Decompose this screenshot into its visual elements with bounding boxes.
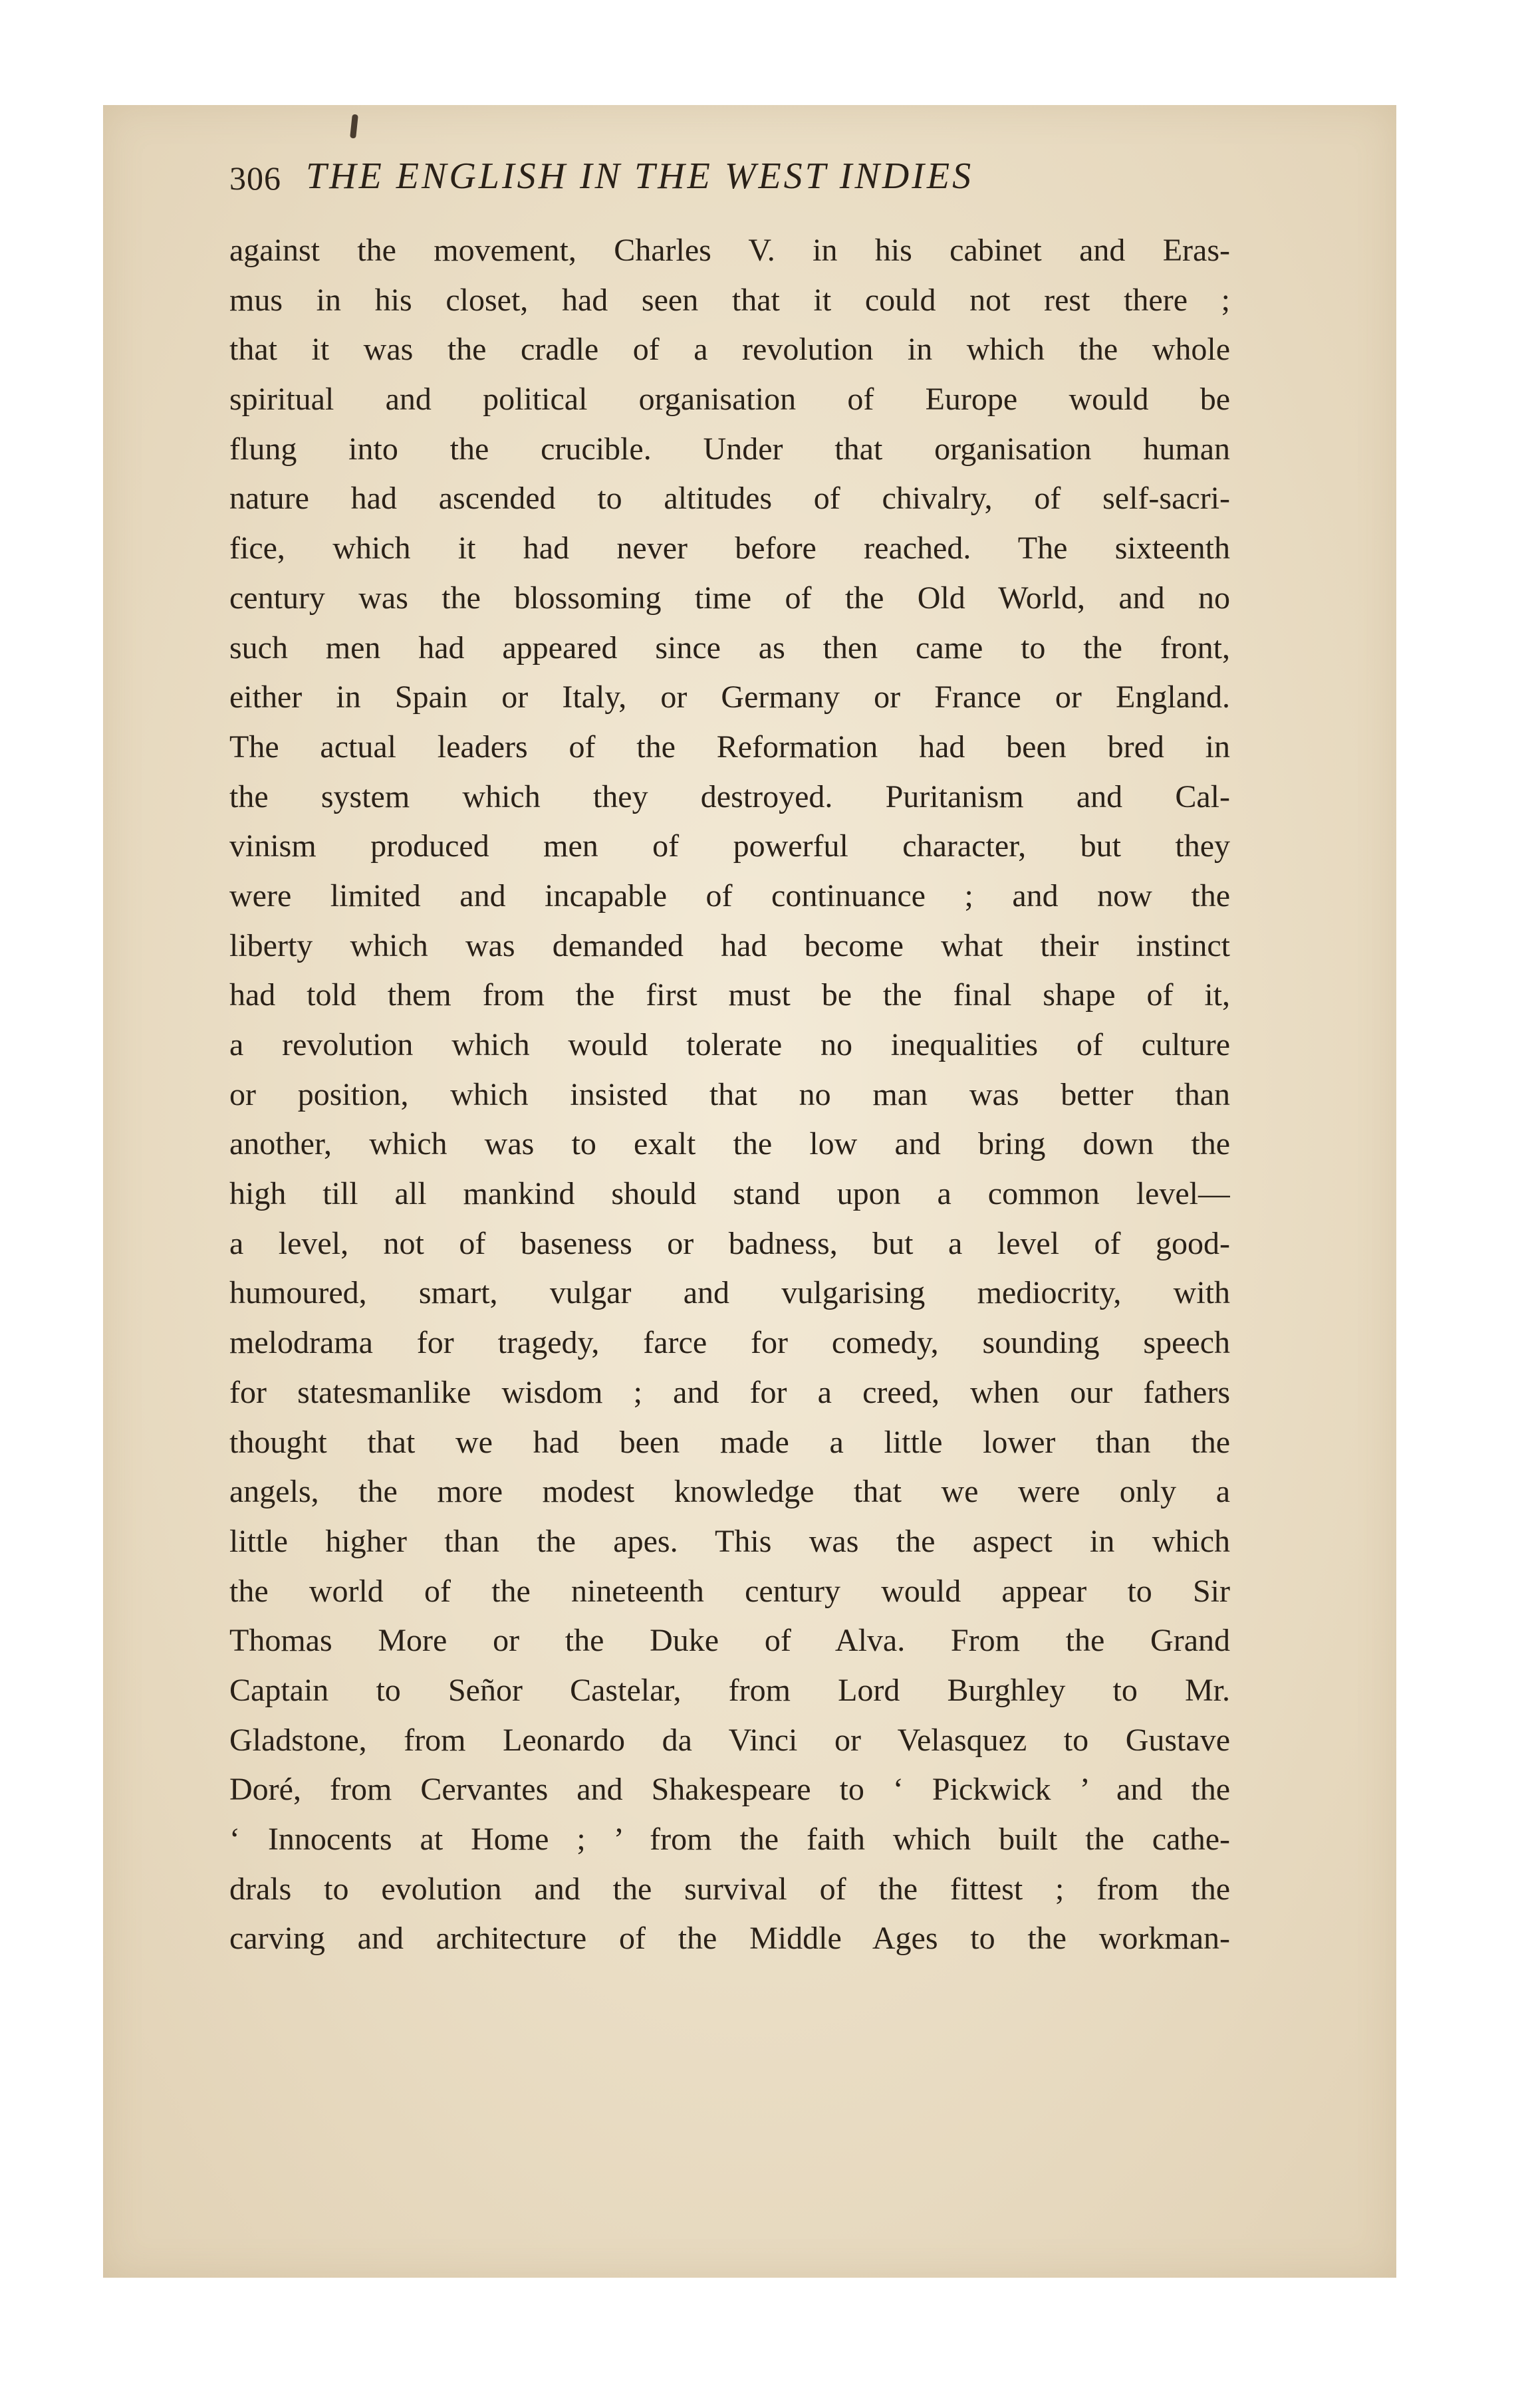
text-line: flung into the crucible. Under that organisation human (229, 431, 1230, 467)
text-line: had told them from the first must be the final shape of it, (229, 977, 1230, 1013)
text-line: for statesmanlike wisdom ; and for a creed, when our fathers (229, 1374, 1230, 1410)
text-line: drals to evolution and the survival of the fittest ; from the (229, 1871, 1230, 1907)
running-title: THE ENGLISH IN THE WEST INDIES (306, 156, 974, 197)
text-line: a level, not of baseness or badness, but a level of good- (229, 1225, 1230, 1261)
text-line: angels, the more modest knowledge that we were only a (229, 1474, 1230, 1510)
text-line: high till all mankind should stand upon a common level— (229, 1176, 1230, 1212)
page-header (229, 150, 1227, 209)
text-line: ‘ Innocents at Home ; ’ from the faith which built the cathe- (229, 1822, 1230, 1857)
page-number: 306 (229, 160, 281, 197)
text-line: either in Spain or Italy, or Germany or France or England. (229, 679, 1230, 715)
text-line: carving and architecture of the Middle Ages to the workman- (229, 1921, 1230, 1957)
body-text (229, 226, 1230, 1964)
text-line: The actual leaders of the Reformation had been bred in (229, 729, 1230, 765)
text-line: the system which they destroyed. Puritanism and Cal- (229, 779, 1230, 814)
text-line: Doré, from Cervantes and Shakespeare to ‘ Pickwick ’ and the (229, 1772, 1230, 1808)
text-line: thought that we had been made a little lower than the (229, 1424, 1230, 1460)
text-line: a revolution which would tolerate no inequalities of culture (229, 1027, 1230, 1062)
text-line: were limited and incapable of continuance ; and now the (229, 878, 1230, 913)
text-line: fice, which it had never before reached. The sixteenth (229, 531, 1230, 566)
text-line: liberty which was demanded had become what their instinct (229, 927, 1230, 963)
text-line: Thomas More or the Duke of Alva. From the Grand (229, 1623, 1230, 1659)
text-line: or position, which insisted that no man was better than (229, 1076, 1230, 1112)
text-line: Captain to Señor Castelar, from Lord Burghley to Mr. (229, 1672, 1230, 1708)
text-line: melodrama for tragedy, farce for comedy, sounding speech (229, 1325, 1230, 1361)
text-line: the world of the nineteenth century would appear to Sir (229, 1573, 1230, 1609)
text-line: spiritual and political organisation of Europe would be (229, 382, 1230, 418)
text-line: vinism produced men of powerful character, but they (229, 828, 1230, 864)
text-line: humoured, smart, vulgar and vulgarising mediocrity, with (229, 1275, 1230, 1311)
text-line: nature had ascended to altitudes of chivalry, of self-sacri- (229, 481, 1230, 517)
text-line: against the movement, Charles V. in his cabinet and Eras- (229, 233, 1230, 268)
text-line: another, which was to exalt the low and bring down the (229, 1126, 1230, 1162)
text-line: that it was the cradle of a revolution in which the whole (229, 332, 1230, 368)
text-line: mus in his closet, had seen that it could not rest there ; (229, 282, 1230, 318)
text-line: Gladstone, from Leonardo da Vinci or Velasquez to Gustave (229, 1722, 1230, 1758)
text-line: such men had appeared since as then came to the front, (229, 630, 1230, 665)
text-line: little higher than the apes. This was the aspect in which (229, 1523, 1230, 1559)
text-line: century was the blossoming time of the Old World, and no (229, 580, 1230, 616)
